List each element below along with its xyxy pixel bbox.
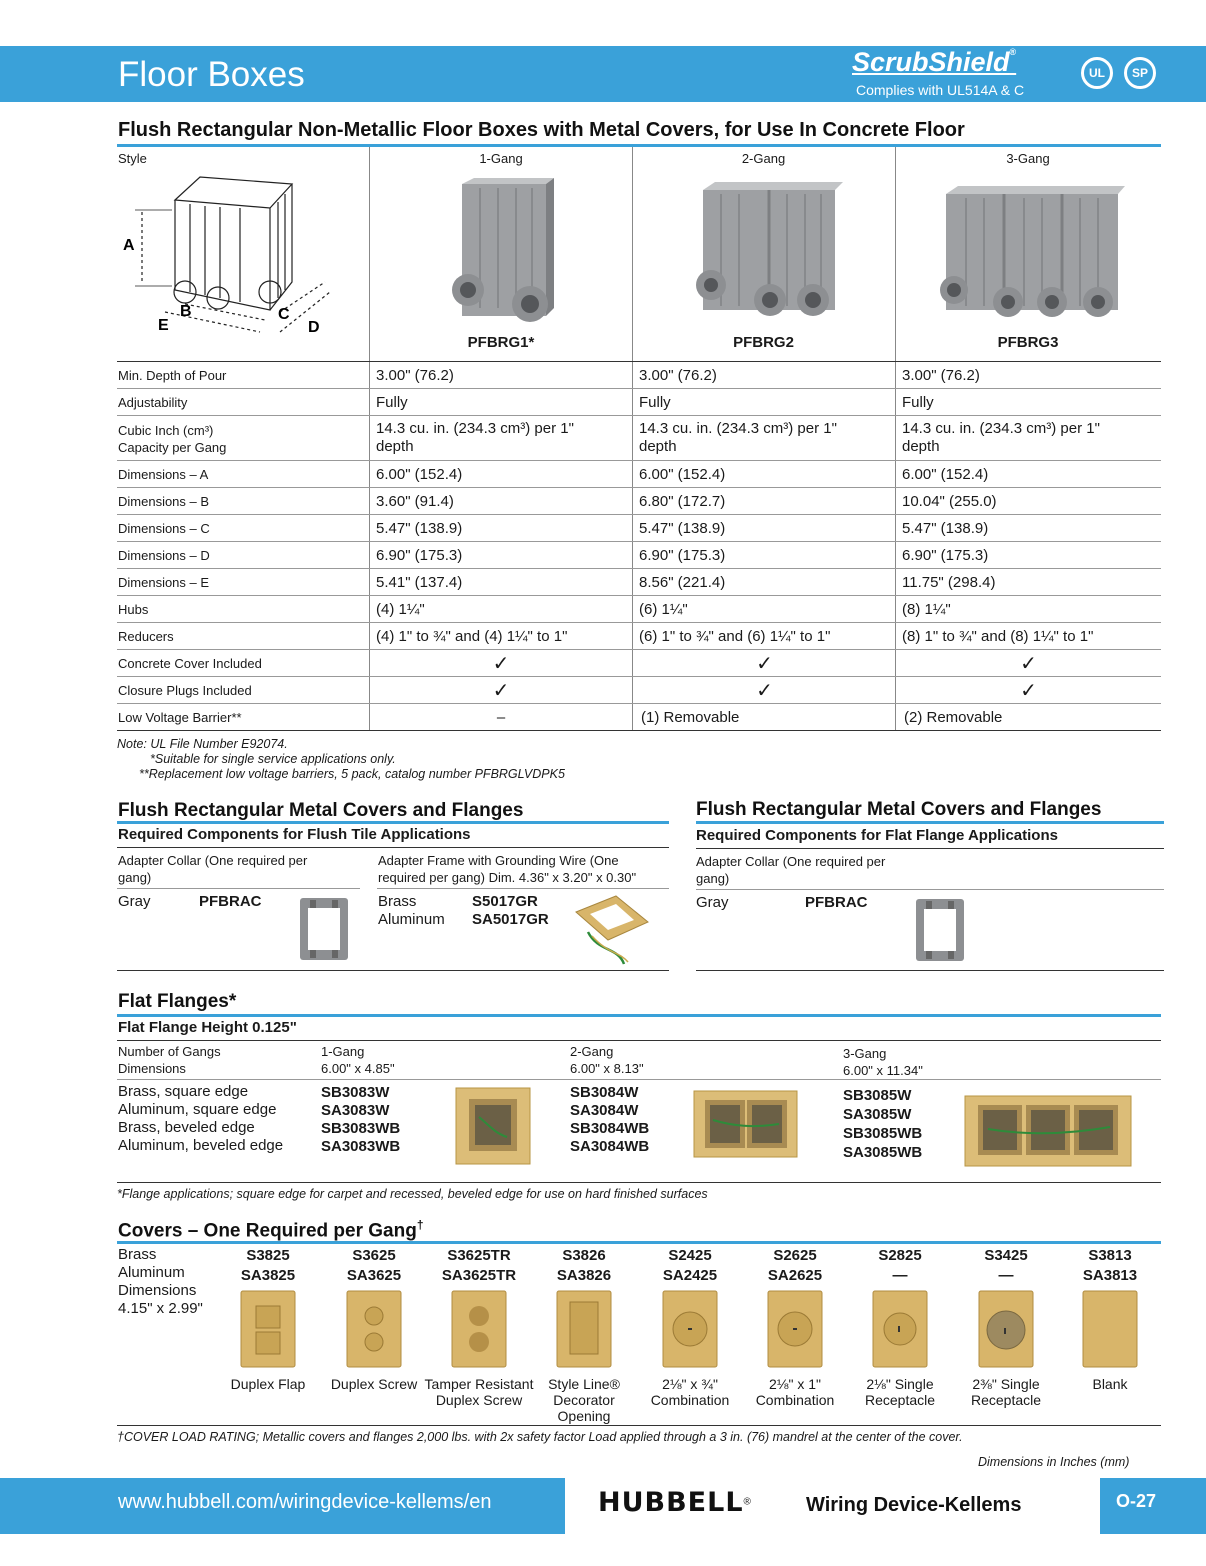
row-label: Adjustability (118, 395, 188, 410)
cover-brass-model: S3425 (984, 1247, 1028, 1264)
table-notes (117, 737, 565, 782)
gang-name: 3-Gang (843, 1046, 887, 1061)
footer-division: Wiring Device-Kellems (806, 1494, 1022, 1516)
row-rule (117, 1079, 1161, 1080)
cover-description: 2⅛" x 1" Combination (755, 1376, 835, 1408)
row-label: Dimensions – A (118, 467, 209, 482)
tile-section-title: Flush Rectangular Metal Covers and Flanges (118, 800, 524, 821)
cell: (4) 1¼" (376, 601, 425, 618)
table-row (117, 461, 1161, 488)
model-code: SB3085WB (843, 1125, 923, 1142)
tile-collar-finish: Gray (118, 893, 151, 910)
finish-label: Aluminum (378, 911, 445, 928)
cell: Fully (376, 394, 408, 411)
adapter-collar-image (914, 897, 966, 963)
gang-3-models (843, 1086, 922, 1162)
cover-flap-image (240, 1290, 296, 1368)
cover-aluminum-model: SA3813 (1082, 1267, 1138, 1284)
cell: 3.60" (91.4) (376, 493, 454, 510)
pfbrg2-image (695, 180, 845, 325)
model-code: S5017GR (472, 893, 538, 910)
finish-label: Aluminum, beveled edge (118, 1137, 284, 1154)
flange-col1-header: Adapter Collar (One required per gang) (696, 854, 886, 886)
gang-1-models (321, 1084, 400, 1156)
brand-name: HUBBELL (598, 1487, 744, 1518)
covers-title-text: Covers – One Required per Gang (118, 1220, 417, 1242)
cell: (1) Removable (641, 709, 740, 726)
gang-dims: 6.00" x 11.34" (843, 1063, 923, 1078)
cover-description: Blank (1092, 1376, 1128, 1392)
title-rule (117, 1014, 1161, 1017)
row-label: Reducers (118, 629, 174, 644)
compliance-text: Complies with UL514A & C (856, 82, 1025, 98)
hubbell-logo (598, 1487, 751, 1518)
tile-section-subtitle: Required Components for Flush Tile Applications (118, 826, 471, 843)
model-code: SA3084WB (570, 1138, 650, 1155)
gang-name: 1-Gang (321, 1044, 365, 1059)
col-header-2: 2-Gang (741, 151, 786, 166)
page-number: O-27 (1116, 1491, 1157, 1511)
model-code: SA3083W (321, 1102, 390, 1119)
table-row (117, 515, 1161, 542)
cover-brass-model: S3825 (246, 1247, 290, 1264)
adapter-frame-image (568, 892, 652, 968)
model-code: SA5017GR (472, 911, 549, 928)
col-header-3: 3-Gang (1006, 151, 1050, 166)
cover-single2-image (978, 1290, 1034, 1368)
tile-collar-model: PFBRAC (199, 893, 262, 910)
flange-collar-finish: Gray (696, 894, 729, 911)
model-code: SB3083W (321, 1084, 390, 1101)
cover-screw-image (346, 1290, 402, 1368)
row-label: Min. Depth of Pour (118, 368, 227, 383)
cover-aluminum-model: SA3825 (240, 1267, 296, 1284)
cover-description: 2⅛" x ¾" Combination (650, 1376, 730, 1408)
row-label: 4.15" x 2.99" (118, 1300, 203, 1317)
diagram-label-a: A (123, 237, 135, 254)
flange-3-gang-image (964, 1095, 1132, 1167)
cell: Fully (902, 394, 934, 411)
cell: 14.3 cu. in. (234.3 cm³) per 1" depth (639, 420, 837, 455)
check-icon: ✓ (756, 680, 773, 702)
finish-label: Brass, beveled edge (118, 1119, 255, 1136)
brand-logo: ScrubShield® (852, 47, 1017, 77)
row-label: Closure Plugs Included (118, 683, 252, 698)
cell: 5.41" (137.4) (376, 574, 463, 591)
cell: (8) 1" to ¾" and (8) 1¼" to 1" (902, 628, 1094, 645)
table-row (117, 389, 1161, 416)
cell: 14.3 cu. in. (234.3 cm³) per 1" depth (902, 420, 1100, 455)
note-line: *Suitable for single service applications only. (150, 752, 396, 766)
model-code: SA3085W (843, 1106, 912, 1123)
gang-2-models (570, 1084, 649, 1156)
gang-dims: 6.00" x 4.85" (321, 1061, 395, 1076)
table-row (117, 623, 1161, 650)
cell: 6.90" (175.3) (902, 547, 989, 564)
cell: 11.75" (298.4) (902, 574, 996, 591)
row-rule (117, 970, 669, 971)
check-icon: ✓ (756, 653, 773, 675)
covers-title (118, 1218, 424, 1242)
covers-row-labels (118, 1246, 203, 1318)
table-row (117, 569, 1161, 596)
cell: 5.47" (138.9) (902, 520, 989, 537)
cover-brass-model: S3826 (562, 1247, 606, 1264)
header-line: Number of Gangs (118, 1044, 221, 1059)
diagram-label-e: E (158, 317, 169, 334)
flange-row-header (118, 1043, 221, 1077)
table-row (117, 677, 1161, 704)
covers-footnote: †COVER LOAD RATING; Metallic covers and flanges 2,000 lbs. with 2x safety factor Load applied through a 3 in. (76) mandrel at the center of the cover. (117, 1430, 963, 1444)
flange-1-gang-image (455, 1087, 531, 1165)
table-row (117, 488, 1161, 515)
cover-blank-image (1082, 1290, 1138, 1368)
style-label: Style (118, 151, 147, 166)
diagram-label-c: C (278, 306, 290, 323)
cover-brass-model: S3625TR (447, 1247, 511, 1264)
row-label: Dimensions – E (118, 575, 210, 590)
row-rule (696, 848, 1164, 849)
brand-mark: ® (743, 1496, 751, 1508)
cover-description: Tamper Resistant Duplex Screw (424, 1376, 534, 1408)
flange-note: *Flange applications; square edge for carpet and recessed, beveled edge for use on hard finished surfaces (117, 1187, 708, 1201)
finish-label: Brass (378, 893, 417, 910)
flat-flanges-subtitle: Flat Flange Height 0.125" (118, 1019, 297, 1036)
footer-url[interactable]: www.hubbell.com/wiringdevice-kellems/en (118, 1491, 492, 1513)
cover-brass-model: S2625 (773, 1247, 817, 1264)
cover-aluminum-model: SA3826 (556, 1267, 612, 1284)
cover-description: Duplex Flap (230, 1376, 306, 1392)
note-line: Note: UL File Number E92074. (117, 737, 288, 751)
title-rule (117, 821, 669, 824)
cover-deco-image (556, 1290, 612, 1368)
cover-aluminum-model: — (998, 1267, 1014, 1284)
row-label: Dimensions (118, 1282, 197, 1299)
model-code: SB3085W (843, 1087, 912, 1104)
tile-col1-header: Adapter Collar (One required per gang) (118, 853, 308, 885)
cell: (6) 1¼" (639, 601, 688, 618)
row-label: Hubs (118, 602, 149, 617)
table-row (117, 416, 1161, 461)
gang-3-header (843, 1045, 923, 1079)
finish-label: Brass, square edge (118, 1083, 249, 1100)
cell: (4) 1" to ¾" and (4) 1¼" to 1" (376, 628, 568, 645)
cell: 8.56" (221.4) (639, 574, 726, 591)
cell: 3.00" (76.2) (376, 367, 454, 384)
table-row (117, 596, 1161, 623)
row-label: Cubic Inch (cm³) Capacity per Gang (118, 423, 227, 455)
box-dimension-diagram (120, 172, 345, 342)
finish-label: Aluminum, square edge (118, 1101, 277, 1118)
table-row (117, 542, 1161, 569)
pfbrg1-image (450, 178, 560, 326)
title-rule (117, 1241, 1161, 1244)
cover-tamper-image (451, 1290, 507, 1368)
model-code: SB3083WB (321, 1120, 401, 1137)
row-label: Dimensions – D (118, 548, 210, 563)
cover-brass-model: S2425 (668, 1247, 712, 1264)
table-row (117, 650, 1161, 677)
cover-combo-image (767, 1290, 823, 1368)
check-icon: ✓ (492, 680, 510, 702)
cover-aluminum-model: SA2625 (767, 1267, 823, 1284)
flat-flanges-title: Flat Flanges* (118, 991, 237, 1012)
check-icon: ✓ (492, 653, 510, 675)
row-label: Low Voltage Barrier** (118, 710, 242, 725)
cell: – (496, 709, 506, 726)
cell: 6.00" (152.4) (639, 466, 726, 483)
main-table-title: Flush Rectangular Non-Metallic Floor Boxes with Metal Covers, for Use In Concrete Floor (118, 119, 965, 141)
cell: 6.00" (152.4) (376, 466, 463, 483)
flange-2-gang-image (693, 1090, 798, 1158)
cover-description: Style Line® Decorator Opening (548, 1376, 620, 1424)
flange-section-subtitle: Required Components for Flat Flange Applications (696, 827, 1058, 844)
ul-logo-icon: UL (1081, 57, 1113, 89)
table-row (117, 362, 1161, 389)
model-code: SA3085WB (843, 1144, 923, 1161)
cell: (2) Removable (904, 709, 1003, 726)
cell: 5.47" (138.9) (639, 520, 726, 537)
model-code: SA3084W (570, 1102, 639, 1119)
cover-brass-model: S2825 (878, 1247, 922, 1264)
header-line: Dimensions (118, 1061, 186, 1076)
cell: 3.00" (76.2) (902, 367, 980, 384)
adapter-collar-image (298, 896, 350, 962)
cell: Fully (639, 394, 671, 411)
page-title: Floor Boxes (118, 55, 305, 94)
cover-description: 2⅜" Single Receptacle (970, 1376, 1042, 1408)
flange-section-title: Flush Rectangular Metal Covers and Flanges (696, 799, 1102, 820)
diagram-label-d: D (308, 319, 320, 336)
row-label: Dimensions – B (118, 494, 210, 509)
row-rule (117, 847, 669, 848)
units-note: Dimensions in Inches (mm) (978, 1455, 1130, 1469)
row-label: Aluminum (118, 1264, 185, 1281)
row-rule (117, 888, 360, 889)
flange-finishes (118, 1083, 283, 1155)
model-code: SA3083WB (321, 1138, 401, 1155)
row-label: Concrete Cover Included (118, 656, 262, 671)
frame-models (472, 893, 549, 929)
cell: 5.47" (138.9) (376, 520, 463, 537)
cell: (8) 1¼" (902, 601, 951, 618)
frame-finishes (378, 893, 445, 929)
csa-logo-icon: SP (1124, 57, 1156, 89)
model-code: SB3084W (570, 1084, 639, 1101)
title-rule (117, 144, 1161, 147)
row-label: Dimensions – C (118, 521, 210, 536)
check-icon: ✓ (1020, 680, 1037, 702)
cover-combo-image (662, 1290, 718, 1368)
cover-single-image (872, 1290, 928, 1368)
table-row (117, 704, 1161, 731)
flange-collar-model: PFBRAC (805, 894, 868, 911)
cover-brass-model: S3813 (1088, 1247, 1132, 1264)
note-line: **Replacement low voltage barriers, 5 pack, catalog number PFBRGLVDPK5 (139, 767, 565, 781)
row-rule (696, 889, 1164, 890)
row-rule (117, 1040, 1161, 1041)
model-pfbrg3: PFBRG3 (997, 334, 1059, 351)
row-rule (117, 1182, 1161, 1183)
tile-col2-header: Adapter Frame with Grounding Wire (One required per gang) Dim. 4.36" x 3.20" x 0.30" (378, 853, 637, 885)
gang-2-header (570, 1043, 644, 1077)
row-rule (377, 888, 669, 889)
cell: 3.00" (76.2) (639, 367, 717, 384)
cell: 10.04" (255.0) (902, 493, 997, 510)
gang-dims: 6.00" x 8.13" (570, 1061, 644, 1076)
model-code: SB3084WB (570, 1120, 650, 1137)
col-header-1: 1-Gang (479, 151, 523, 166)
cell: (6) 1" to ¾" and (6) 1¼" to 1" (639, 628, 831, 645)
row-rule (117, 1425, 1161, 1426)
cell: 6.90" (175.3) (639, 547, 726, 564)
row-label: Brass (118, 1246, 157, 1263)
gang-name: 2-Gang (570, 1044, 614, 1059)
cover-aluminum-model: SA3625 (346, 1267, 402, 1284)
row-rule (696, 970, 1164, 971)
cover-aluminum-model: SA3625TR (441, 1267, 517, 1284)
dagger-mark: † (416, 1218, 424, 1232)
cell: 6.80" (172.7) (639, 493, 726, 510)
check-icon: ✓ (1020, 653, 1037, 675)
title-rule (696, 821, 1164, 824)
cover-brass-model: S3625 (352, 1247, 396, 1264)
cover-description: 2⅛" Single Receptacle (864, 1376, 936, 1408)
model-pfbrg1: PFBRG1* (467, 334, 535, 351)
cover-description: Duplex Screw (330, 1376, 418, 1392)
cell: 6.00" (152.4) (902, 466, 989, 483)
model-pfbrg2: PFBRG2 (733, 334, 794, 351)
diagram-label-b: B (180, 303, 192, 320)
gang-1-header (321, 1043, 395, 1077)
cell: 14.3 cu. in. (234.3 cm³) per 1" depth (376, 420, 574, 455)
cell: 6.90" (175.3) (376, 547, 463, 564)
pfbrg3-image (940, 182, 1125, 327)
cover-aluminum-model: SA2425 (662, 1267, 718, 1284)
cover-aluminum-model: — (892, 1267, 908, 1284)
